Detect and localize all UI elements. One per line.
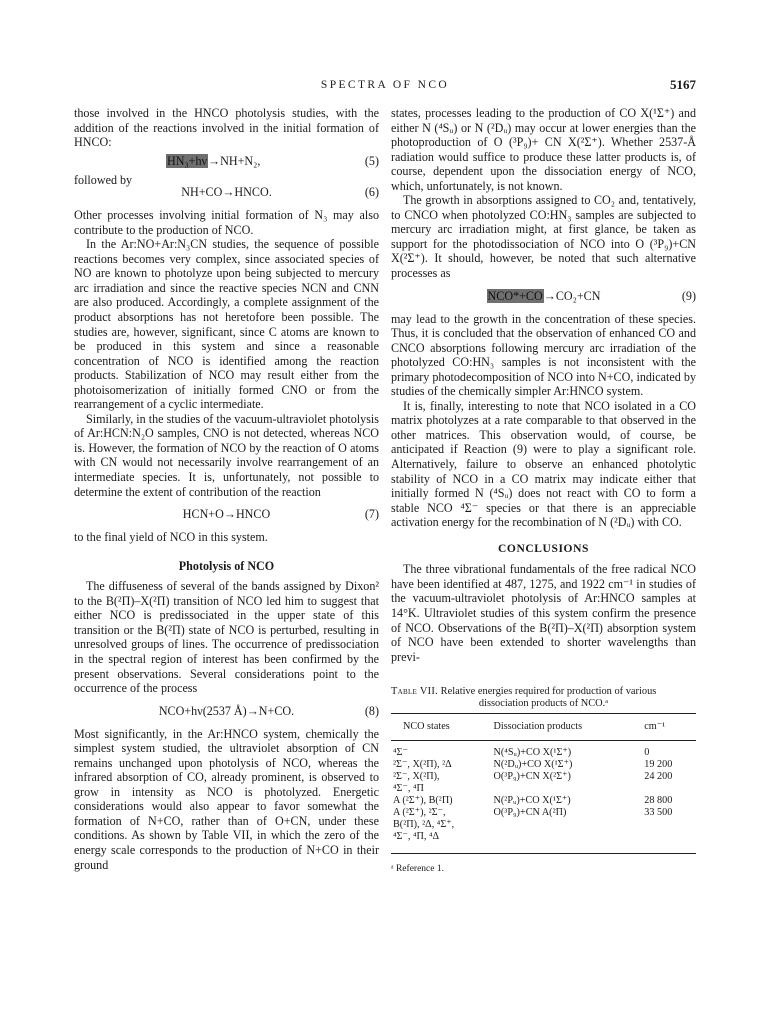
equation-9 xyxy=(391,287,696,306)
equation-text: →CO₂+CN xyxy=(543,288,601,303)
table-cell: N(⁴Sᵤ)+CO X(¹Σ⁺) xyxy=(493,747,572,759)
equation-7 xyxy=(74,505,379,524)
section-heading: Photolysis of NCO xyxy=(178,558,275,573)
table-cell: ⁴Σ⁻, ⁴Π, ⁴Δ xyxy=(391,831,492,854)
running-title: SPECTRA OF NCO xyxy=(320,79,450,91)
table-caption xyxy=(391,686,696,710)
equation-5 xyxy=(74,152,379,171)
table-label: Table VII. xyxy=(391,686,439,698)
table-cell: O(³P₉)+CN X(²Σ⁺) xyxy=(493,771,571,783)
paragraph: The growth in absorptions assigned to CO₂ and, tentatively, to CNCO when photolyzed CO:HN₃ samples are subjected to mercury arc irradiation might, at first glance, be taken as support for the photodissociation of NCO into O (³P₉)+CN X(²Σ⁺). It should, however, be noted that such alternative processes as xyxy=(391,193,696,281)
paragraph: It is, finally, interesting to note that NCO isolated in a CO matrix photolyzes at a rate comparable to that observed in the other matrices. This observation would, of course, be anticipated if Reaction (9) were to play a significant role. Alternatively, failure to observe an enhanced photolytic stability of NCO in a CO matrix may indicate either that initially formed N (⁴Sᵤ) does not react with CO to form a stable NCO ⁴Σ⁻ species or that there is an appreciable activation energy for the recombination of N (²Dᵤ) with CO. xyxy=(391,398,696,530)
paragraph: to the final yield of NCO in this system. xyxy=(74,530,268,545)
equation-text: NCO+hν(2537 Å)→N+CO. xyxy=(158,703,295,718)
table-cell xyxy=(492,819,635,831)
table-cell: ²Σ⁻, X(²Π), xyxy=(393,771,440,783)
equation-text: →NH+N₂, xyxy=(208,153,261,168)
equation-text: NH+CO→HNCO. xyxy=(181,185,272,200)
equation-number: (6) xyxy=(364,185,379,200)
energy-table xyxy=(391,713,696,854)
table-cell xyxy=(634,783,696,795)
followed-by-text: followed by xyxy=(74,172,133,187)
table-cell: B(²Π), ²Δ, ⁴Σ⁺, xyxy=(393,819,455,831)
paragraph: Similarly, in the studies of the vacuum-ultraviolet photolysis of Ar:HCN:N₂O samples, CNO is not detected, whereas NCO is. However, the formation of NCO by the reaction of O atoms with CN would not necessarily involve rearrangement of an intermediate species. It is, unfortunately, not possible to determine the extent of contribution of the reaction xyxy=(74,411,379,499)
table-cell: 28 800 xyxy=(644,795,673,807)
table-cell: ⁴Σ⁻, ⁴Π xyxy=(393,783,424,795)
table-row xyxy=(391,741,696,760)
table-row xyxy=(391,831,696,854)
right-column xyxy=(391,106,696,877)
table-cell: 19 200 xyxy=(644,759,673,771)
equation-text: HCN+O→HNCO xyxy=(182,507,271,522)
table-header-row xyxy=(391,714,696,741)
paragraph: The diffuseness of several of the bands assigned by Dixon² to the B(²Π)–X(²Π) transition of NCO led him to suggest that either NCO is predissociated in the upper state of this transition or the B(²Π) state of NCO is perturbed, resulting in unresolved groups of lines. The occurrence of predissociation in the spectral region of interest has been confirmed by the present observations. Several considerations point to the occurrence of the process xyxy=(74,579,379,696)
table-cell: N(²Pᵤ)+CO X(¹Σ⁺) xyxy=(493,795,571,807)
table-row xyxy=(391,807,696,819)
paragraph: Most significantly, in the Ar:HNCO system, chemically the simplest system studied, the ultraviolet absorption of CN remains unchanged upon photolysis of NCO, whereas the infrared absorption of CO, already prominent, is observed to grow in intensity as NCO is photolyzed. Energetic considerations would also appear to favor somewhat the formation of N+CO, rather than of O+CN, under these conditions. As shown by Table VII, in which the zero of the energy scale corresponds to the production of N+CO in their ground xyxy=(74,726,379,872)
table-cell: O(³P₉)+CN A(²Π) xyxy=(493,807,567,819)
table-cell: 0 xyxy=(644,747,650,759)
paragraph: In the Ar:NO+Ar:N₃CN studies, the sequence of possible reactions becomes very complex, since associated species of NO are known to photolyze upon being subjected to mercury arc irradiation and since the reactive species NCN and CNN are also produced. Accordingly, a complete assignment of the product absorptions has not heretofore been possible. The studies are, however, significant, since C atoms are known to be produced in this system and since a reasonable concentration of NCO is identified among the reaction products. Stabilization of NCO may result either from the photoisomerization of initially formed CNO or from the rearrangement of a cyclic intermediate. xyxy=(74,237,379,412)
highlighted-text: HN₃+hν xyxy=(167,153,208,168)
page-number: 5167 xyxy=(670,77,696,92)
table-cell: A (²Σ⁺), B(²Π) xyxy=(393,795,453,807)
table-row xyxy=(391,783,696,795)
paragraph: Other processes involving initial formation of N₃ may also contribute to the production of NCO. xyxy=(74,208,379,237)
table-row xyxy=(391,795,696,807)
table-row xyxy=(391,759,696,771)
left-column xyxy=(74,106,379,872)
table-caption-continued: dissociation products of NCO.ᵃ xyxy=(478,698,609,710)
table-caption-text: Relative energies required for production of various xyxy=(440,686,657,698)
equation-number: (5) xyxy=(364,153,379,168)
equation-number: (8) xyxy=(364,703,379,718)
table-cell: A (²Σ⁺), ²Σ⁻, xyxy=(393,807,446,819)
table-row xyxy=(391,771,696,783)
paragraph: states, processes leading to the production of CO X(¹Σ⁺) and either N (⁴Sᵤ) or N (²Dᵤ) may occur at lower energies than the photoproduction of O (³P₉)+ CN X(²Σ⁺). Whether 2537-Å radiation would suffice to produce these latter products is, of course, dependent upon the dissociation energy of NCO, which, unfortunately, is not known. xyxy=(391,106,696,193)
page-header xyxy=(74,77,696,95)
table-cell: 24 200 xyxy=(644,771,673,783)
equation-number: (9) xyxy=(681,288,696,303)
table-cell xyxy=(492,783,635,795)
table-cell xyxy=(492,831,635,854)
paragraph: The three vibrational fundamentals of the free radical NCO have been identified at 487, 1275, and 1922 cm⁻¹ in studies of the vacuum-ultraviolet photolysis of Ar:HNCO samples at 14°K. Ultraviolet studies of this system confirm the presence of NCO. Observations of the B(²Π)–X(²Π) absorption system of NCO have been extended to shorter wavelengths than previ- xyxy=(391,562,696,664)
table-cell: ²Σ⁻, X(²Π), ²Δ xyxy=(393,759,452,771)
table-cell: ⁴Σ⁻ xyxy=(393,747,408,759)
equation-8 xyxy=(74,702,379,721)
highlighted-text: NCO*+CO xyxy=(487,288,543,303)
table-cell xyxy=(634,831,696,854)
table-cell: 33 500 xyxy=(644,807,673,819)
column-header: cm⁻¹ xyxy=(634,714,696,741)
table-cell: N(²Dᵤ)+CO X(¹Σ⁺) xyxy=(493,759,573,771)
column-header: Dissociation products xyxy=(492,714,635,741)
table-cell xyxy=(634,819,696,831)
paragraph: may lead to the growth in the concentration of these species. Thus, it is concluded that the observation of enhanced CO and CNCO absorptions following mercury arc irradiation of the photolyzed CO:HN₃ samples is not inconsistent with the primary photodecomposition of NCO into N+CO, indicated by studies of the chemically simpler Ar:HNCO system. xyxy=(391,311,696,399)
column-header: NCO states xyxy=(391,714,492,741)
table-row xyxy=(391,819,696,831)
paragraph: those involved in the HNCO photolysis studies, with the addition of the reactions involved in the initial formation of HNCO: xyxy=(74,106,379,150)
conclusions-heading: CONCLUSIONS xyxy=(498,542,589,555)
equation-number: (7) xyxy=(364,507,379,522)
equation-6 xyxy=(74,183,379,202)
table-footnote: ᵃ Reference 1. xyxy=(391,864,444,875)
